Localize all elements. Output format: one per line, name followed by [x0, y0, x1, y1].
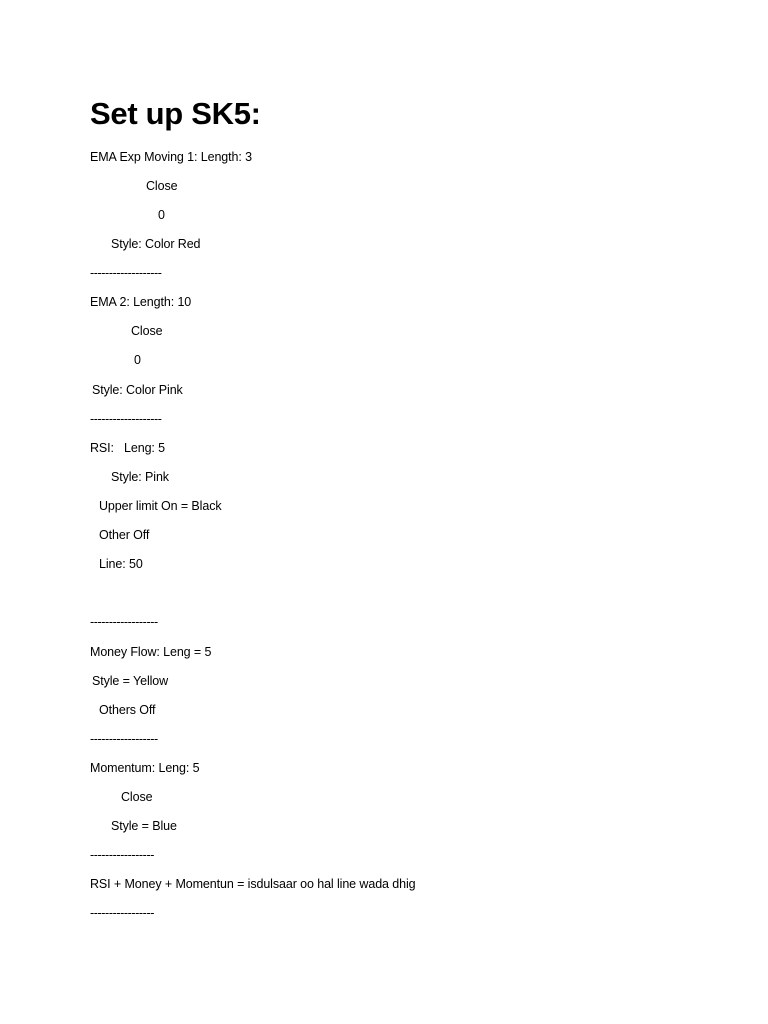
momentum-length-line: Momentum: Leng: 5 [90, 761, 200, 775]
ema2-length-line: EMA 2: Length: 10 [90, 295, 192, 309]
separator-line: ------------------- [90, 412, 162, 426]
ema1-source-line: Close [146, 179, 178, 193]
separator-line: ----------------- [90, 906, 154, 920]
rsi-length-line: RSI: Leng: 5 [90, 441, 166, 455]
rsi-other-line: Other Off [99, 528, 150, 542]
momentum-style-line: Style = Blue [111, 819, 177, 833]
separator-line: ------------------- [90, 266, 162, 280]
separator-line: ----------------- [90, 848, 154, 862]
separator-line: ------------------ [90, 732, 158, 746]
summary-note-line: RSI + Money + Momentun = isdulsaar oo hal line wada dhig [90, 877, 416, 891]
page-title: Set up SK5: [90, 96, 261, 131]
rsi-level-line: Line: 50 [99, 557, 143, 571]
money-flow-length-line: Money Flow: Leng = 5 [90, 645, 212, 659]
separator-line: ------------------ [90, 615, 158, 629]
ema1-offset-line: 0 [158, 208, 165, 222]
ema2-offset-line: 0 [134, 353, 141, 367]
ema2-source-line: Close [131, 324, 163, 338]
money-flow-style-line: Style = Yellow [92, 674, 169, 688]
rsi-upper-limit-line: Upper limit On = Black [99, 499, 222, 513]
momentum-source-line: Close [121, 790, 153, 804]
money-flow-others-line: Others Off [99, 703, 156, 717]
ema1-length-line: EMA Exp Moving 1: Length: 3 [90, 150, 252, 164]
rsi-style-line: Style: Pink [111, 470, 169, 484]
ema2-style-line: Style: Color Pink [92, 383, 183, 397]
ema1-style-line: Style: Color Red [111, 237, 201, 251]
